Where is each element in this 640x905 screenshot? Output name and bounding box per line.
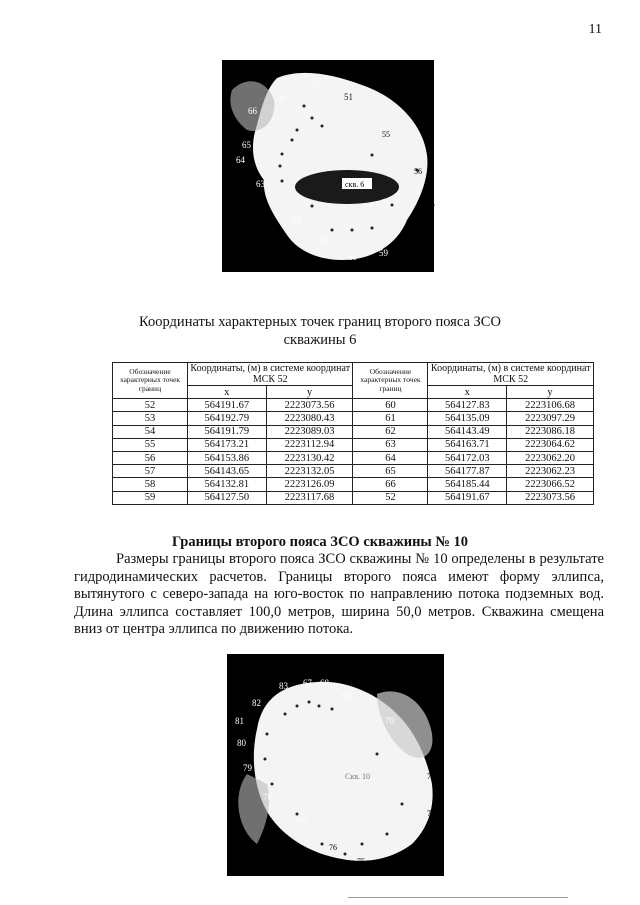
- table-cell: 65: [353, 465, 428, 478]
- svg-text:83: 83: [279, 681, 288, 691]
- svg-text:68: 68: [320, 678, 329, 688]
- table-cell: 57: [113, 465, 188, 478]
- svg-text:81: 81: [235, 716, 244, 726]
- table-cell: 564173.21: [188, 438, 267, 451]
- svg-text:55: 55: [382, 130, 390, 139]
- table-cell: 56: [113, 451, 188, 464]
- svg-text:60: 60: [348, 252, 357, 262]
- table-row: [113, 491, 594, 504]
- svg-text:80: 80: [237, 738, 246, 748]
- table-cell: 564185.44: [428, 478, 507, 491]
- table-row: [113, 465, 594, 478]
- table-cell: 564191.79: [188, 425, 267, 438]
- svg-text:71: 71: [427, 772, 435, 781]
- table-cell: 2223080.43: [266, 412, 353, 425]
- svg-text:64: 64: [236, 155, 245, 165]
- svg-text:75: 75: [357, 857, 365, 866]
- svg-text:74: 74: [395, 853, 403, 862]
- coord-header-right: Координаты, (м) в системе координат МСК 52: [428, 363, 594, 386]
- table-cell: 66: [353, 478, 428, 491]
- table-cell: 2223062.20: [507, 451, 594, 464]
- table-cell: 2223062.23: [507, 465, 594, 478]
- table-row: [113, 451, 594, 464]
- page-number: 11: [588, 22, 602, 37]
- well-6-zone-map: [222, 60, 434, 272]
- svg-text:53: 53: [312, 80, 321, 90]
- caption-line-1: Координаты характерных точек границ второго пояса ЗСО: [139, 314, 501, 330]
- caption-line-2: скважины 6: [283, 332, 357, 348]
- svg-text:82: 82: [252, 698, 261, 708]
- well-10-zone-map: [227, 654, 444, 876]
- y-header: y: [266, 386, 353, 399]
- table-cell: 52: [113, 399, 188, 412]
- svg-text:66: 66: [248, 106, 257, 116]
- x-header: x: [188, 386, 267, 399]
- table-cell: 564191.67: [428, 491, 507, 504]
- table-cell: 55: [113, 438, 188, 451]
- table-cell: 564191.67: [188, 399, 267, 412]
- table-cell: 564153.86: [188, 451, 267, 464]
- table-row: [113, 399, 594, 412]
- table-cell: 564163.71: [428, 438, 507, 451]
- point-header-right: Обозначение характерных точек границ: [353, 363, 428, 399]
- svg-text:58: 58: [410, 229, 418, 238]
- svg-text:67: 67: [303, 678, 312, 688]
- table-cell: 2223066.52: [507, 478, 594, 491]
- svg-text:77: 77: [297, 818, 306, 828]
- svg-text:56: 56: [414, 167, 422, 176]
- table-cell: 62: [353, 425, 428, 438]
- table-cell: 2223089.03: [266, 425, 353, 438]
- table-cell: 63: [353, 438, 428, 451]
- coordinates-table: [112, 362, 594, 505]
- table-cell: 58: [113, 478, 188, 491]
- table-cell: 2223073.56: [507, 491, 594, 504]
- section-title: Границы второго пояса ЗСО скважины № 10: [171, 534, 469, 550]
- svg-text:61: 61: [320, 235, 329, 245]
- table-cell: 2223097.29: [507, 412, 594, 425]
- table-cell: 2223126.09: [266, 478, 353, 491]
- table-cell: 564143.65: [188, 465, 267, 478]
- table-cell: 52: [353, 491, 428, 504]
- table-cell: 64: [353, 451, 428, 464]
- bottom-rule: [348, 897, 568, 898]
- table-cell: 2223112.94: [266, 438, 353, 451]
- svg-text:79: 79: [243, 763, 252, 773]
- coord-header-left: Координаты, (м) в системе координат МСК 52: [188, 363, 353, 386]
- table-cell: 2223086.18: [507, 425, 594, 438]
- table-cell: 2223073.56: [266, 399, 353, 412]
- svg-text:65: 65: [242, 140, 251, 150]
- table-row: [113, 412, 594, 425]
- table-cell: 564135.09: [428, 412, 507, 425]
- table-cell: 564127.83: [428, 399, 507, 412]
- table-cell: 564127.50: [188, 491, 267, 504]
- table-cell: 564172.03: [428, 451, 507, 464]
- svg-text:62: 62: [292, 214, 301, 224]
- table-cell: 2223064.62: [507, 438, 594, 451]
- table-cell: 2223117.68: [266, 491, 353, 504]
- svg-text:76: 76: [329, 843, 337, 852]
- well-label: Скв. 10: [345, 772, 370, 781]
- table-cell: 2223106.68: [507, 399, 594, 412]
- table-cell: 564177.87: [428, 465, 507, 478]
- table-row: [113, 425, 594, 438]
- svg-text:59: 59: [379, 248, 388, 258]
- body-paragraph: Размеры границы второго пояса ЗСО скважины № 10 определены в результате гидродинамических расчетов. Границы второго пояса имеют форму эллипса, вытянутого с северо-запада на юго-восток по направлению потока подземных вод. Длина эллипса составляет 100,0 метров, ширина 50,0 метров. Скважина смещена вниз от центра эллипса по движению потока.: [74, 551, 604, 637]
- x-header: x: [428, 386, 507, 399]
- svg-text:70: 70: [385, 716, 394, 726]
- table-cell: 564143.49: [428, 425, 507, 438]
- svg-text:52: 52: [277, 92, 286, 102]
- table-cell: 60: [353, 399, 428, 412]
- svg-text:78: 78: [263, 792, 272, 802]
- svg-text:57: 57: [427, 203, 435, 212]
- table-caption: [0, 313, 640, 349]
- svg-text:63: 63: [256, 179, 265, 189]
- table-cell: 564192.79: [188, 412, 267, 425]
- table-row: [113, 438, 594, 451]
- table-cell: 2223132.05: [266, 465, 353, 478]
- point-header-left: Обозначение характерных точек границ: [113, 363, 188, 399]
- svg-text:73: 73: [423, 831, 431, 840]
- y-header: y: [507, 386, 594, 399]
- svg-text:69: 69: [342, 691, 351, 701]
- table-cell: 54: [113, 425, 188, 438]
- table-cell: 59: [113, 491, 188, 504]
- table-cell: 564132.81: [188, 478, 267, 491]
- svg-text:72: 72: [427, 809, 435, 818]
- table-row: [113, 478, 594, 491]
- table-cell: 53: [113, 412, 188, 425]
- svg-text:51: 51: [344, 92, 353, 102]
- table-cell: 61: [353, 412, 428, 425]
- well-label: скв. 6: [345, 180, 365, 189]
- table-cell: 2223130.42: [266, 451, 353, 464]
